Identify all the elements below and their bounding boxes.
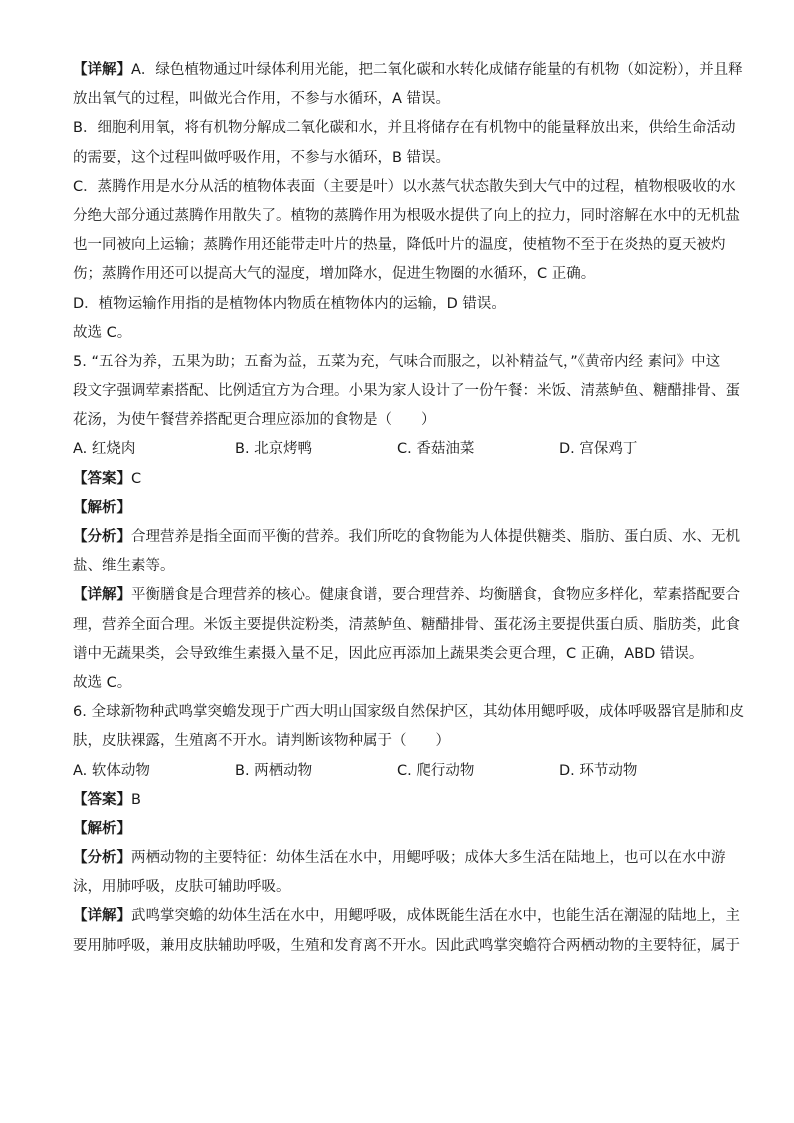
text-line bbox=[73, 58, 743, 82]
text-line bbox=[73, 613, 740, 637]
line-text: 两栖动物的主要特征：幼体生活在水中，用鳃呼吸；成体大多生活在陆地上，也可以在水中游 bbox=[131, 850, 726, 867]
line-text: 要用肺呼吸，兼用皮肤辅助呼吸，生殖和发育离不开水。因此武鸣掌突蟾符合两栖动物的主要特征，属于 bbox=[73, 937, 740, 954]
text-line bbox=[73, 729, 723, 753]
line-text: 谱中无蔬果类，会导致维生素摄入量不足，因此应再添加上蔬果类会更合理，C 正确，ABD 错误。 bbox=[73, 645, 704, 662]
option-item: B. 两栖动物 bbox=[235, 762, 313, 779]
line-text: 5. “五谷为养，五果为助；五畜为益，五菜为充，气味合而服之，以补精益气，”《黄帝内经 素问》中这 bbox=[73, 353, 721, 370]
line-text: A．绿色植物通过叶绿体利用光能，把二氧化碳和水转化成储存能量的有机物（如淀粉），并且释 bbox=[131, 62, 743, 78]
text-line bbox=[73, 934, 740, 958]
line-text: B bbox=[131, 791, 141, 808]
text-line bbox=[73, 408, 723, 432]
text-line bbox=[73, 525, 740, 549]
line-text: 6. 全球新物种武鸣掌突蟾发现于广西大明山国家级自然保护区，其幼体用鳃呼吸，成体呼吸器官是肺和皮 bbox=[73, 704, 744, 721]
text-line bbox=[73, 116, 736, 140]
text-line bbox=[73, 292, 723, 316]
option-item: C. 爬行动物 bbox=[397, 762, 475, 779]
text-line bbox=[73, 904, 740, 928]
section-tag: 【解析】 bbox=[73, 499, 131, 516]
option-item: A. 软体动物 bbox=[73, 762, 150, 779]
text-line bbox=[73, 87, 723, 111]
option-item: C. 香菇油菜 bbox=[397, 441, 475, 458]
document-page bbox=[73, 58, 744, 963]
text-line bbox=[73, 175, 736, 199]
option-item: D. 宫保鸡丁 bbox=[559, 441, 638, 458]
text-line bbox=[73, 379, 740, 403]
line-text: 放出氧气的过程，叫做光合作用，不参与水循环，A 错误。 bbox=[73, 91, 451, 108]
line-text: 分绝大部分通过蒸腾作用散失了。植物的蒸腾作用为根吸水提供了向上的拉力，同时溶解在水中的无机盐 bbox=[73, 207, 740, 224]
text-line bbox=[73, 204, 740, 228]
answer-options bbox=[73, 437, 723, 461]
option-item: B. 北京烤鸭 bbox=[235, 441, 313, 458]
line-text: 理，营养全面合理。米饭主要提供淀粉类，清蒸鲈鱼、糖醋排骨、蛋花汤主要提供蛋白质、脂肪类，此食 bbox=[73, 616, 740, 633]
line-text: 泳，用肺呼吸，皮肤可辅助呼吸。 bbox=[73, 879, 291, 896]
line-text: 伤；蒸腾作用还可以提高大气的湿度，增加降水，促进生物圈的水循环，C 正确。 bbox=[73, 266, 596, 283]
line-text: 肤，皮肤裸露，生殖离不开水。请判断该物种属于（ ） bbox=[73, 733, 450, 750]
section-tag: 【分析】 bbox=[73, 529, 131, 545]
line-text: C bbox=[131, 470, 142, 487]
text-line bbox=[73, 467, 723, 491]
text-line bbox=[73, 262, 723, 286]
line-text: 段文字强调荤素搭配、比例适宜方为合理。小果为家人设计了一份午餐：米饭、清蒸鲈鱼、糖醋排骨、蛋 bbox=[73, 383, 740, 400]
section-tag: 【答案】 bbox=[73, 470, 131, 487]
line-text: D．植物运输作用指的是植物体内物质在植物体内的运输，D 错误。 bbox=[73, 295, 506, 312]
line-text: 平衡膳食是合理营养的核心。健康食谱，要合理营养、均衡膳食，食物应多样化，荤素搭配要合 bbox=[131, 587, 740, 604]
section-tag: 【详解】 bbox=[73, 908, 131, 925]
text-line bbox=[73, 817, 723, 841]
text-line bbox=[73, 583, 740, 607]
text-line bbox=[73, 671, 723, 695]
line-text: 武鸣掌突蟾的幼体生活在水中，用鳃呼吸，成体既能生活在水中，也能生活在潮湿的陆地上，主 bbox=[131, 908, 740, 925]
text-line bbox=[73, 321, 723, 345]
line-text: 故选 C。 bbox=[73, 324, 132, 341]
section-tag: 【详解】 bbox=[73, 62, 131, 78]
section-tag: 【解析】 bbox=[73, 820, 131, 837]
text-line bbox=[73, 496, 723, 520]
text-line bbox=[73, 642, 723, 666]
line-text: 故选 C。 bbox=[73, 674, 132, 691]
line-text: 花汤，为使午餐营养搭配更合理应添加的食物是（ ） bbox=[73, 412, 436, 429]
option-item: D. 环节动物 bbox=[559, 762, 638, 779]
line-text: 也一同被向上运输；蒸腾作用还能带走叶片的热量，降低叶片的温度，使植物不至于在炎热的夏天被灼 bbox=[73, 237, 726, 254]
text-line bbox=[73, 233, 726, 257]
text-line bbox=[73, 146, 723, 170]
text-line bbox=[73, 700, 744, 724]
line-text: C．蒸腾作用是水分从活的植物体表面（主要是叶）以水蒸气状态散失到大气中的过程，植物根吸收的水 bbox=[73, 178, 736, 195]
section-tag: 【详解】 bbox=[73, 587, 131, 604]
option-item: A. 红烧肉 bbox=[73, 441, 136, 458]
section-tag: 【答案】 bbox=[73, 791, 131, 808]
line-text: 的需要，这个过程叫做呼吸作用，不参与水循环，B 错误。 bbox=[73, 149, 451, 166]
text-line bbox=[73, 350, 723, 374]
text-line bbox=[73, 788, 723, 812]
text-line bbox=[73, 554, 723, 578]
text-line bbox=[73, 875, 723, 899]
text-line bbox=[73, 846, 726, 870]
line-text: 合理营养是指全面而平衡的营养。我们所吃的食物能为人体提供糖类、脂肪、蛋白质、水、无机 bbox=[131, 529, 740, 545]
section-tag: 【分析】 bbox=[73, 850, 131, 867]
line-text: 盐、维生素等。 bbox=[73, 558, 175, 575]
line-text: B．细胞利用氧，将有机物分解成二氧化碳和水，并且将储存在有机物中的能量释放出来，供给生命活动 bbox=[73, 120, 736, 137]
answer-options bbox=[73, 759, 723, 783]
